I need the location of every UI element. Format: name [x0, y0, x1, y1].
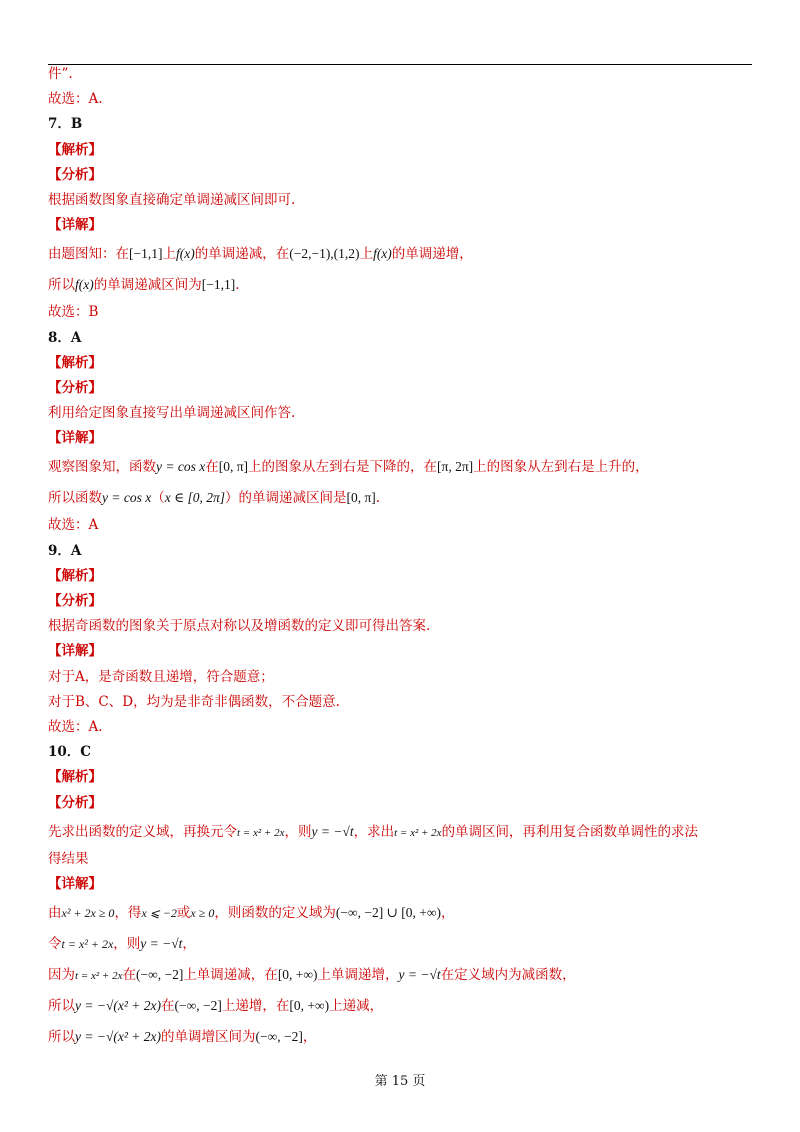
math-expression: [π, 2π] — [437, 459, 474, 475]
text-span: 上单调递增， — [317, 967, 399, 984]
text-span: 所以函数 — [48, 490, 102, 507]
text-line: 件”. — [48, 66, 73, 82]
text-span: ，则函数的定义域为 — [214, 905, 336, 922]
math-expression: y = −√t — [311, 823, 354, 839]
section-tag: 【分析】 — [48, 593, 102, 609]
text-span: 的单调递减，在 — [194, 246, 290, 263]
text-span: ，得 — [114, 905, 142, 922]
text-span: ，求出 — [353, 823, 395, 840]
math-expression: x² + 2x ≥ 0 — [61, 906, 115, 921]
text-span: 的单调增区间为 — [161, 1029, 256, 1046]
math-expression: y = −√(x² + 2x) — [75, 998, 162, 1014]
text-span: 观察图象知，函数 — [48, 459, 156, 476]
text-span: 上递增，在 — [221, 998, 290, 1015]
math-expression: t = x² + 2x — [75, 970, 123, 983]
text-span: 所以 — [48, 1029, 75, 1046]
section-tag: 【解析】 — [48, 769, 102, 786]
text-line: 根据函数图象直接确定单调递减区间即可. — [48, 191, 296, 208]
math-expression: y = −√t — [398, 967, 441, 983]
text-span: 所以 — [48, 277, 75, 294]
math-expression: t = x² + 2x — [61, 937, 114, 952]
math-expression: y = cos x — [156, 459, 206, 475]
text-span: . — [235, 277, 240, 294]
text-line: 利用给定图象直接写出单调递减区间作答. — [48, 405, 296, 422]
text-span: 因为 — [48, 967, 75, 984]
text-line: 故选：A — [48, 517, 99, 534]
text-line — [48, 816, 752, 847]
math-expression: (−∞, −2] — [135, 967, 184, 983]
answer-heading: 9．A — [48, 542, 82, 559]
math-expression: x ⩽ −2 — [141, 906, 177, 921]
math-expression: x ∈ [0, 2π] — [164, 490, 225, 506]
text-span: 上的图象从左到右是上升的， — [473, 459, 649, 476]
text-line: 故选：B — [48, 304, 99, 321]
text-span: ， — [440, 905, 455, 922]
text-line — [48, 482, 752, 513]
section-tag: 【分析】 — [48, 166, 102, 183]
text-span: ， — [182, 936, 196, 953]
math-expression: [0, π] — [218, 459, 249, 475]
text-span: 在 — [122, 967, 136, 984]
text-span: 上的图象从左到右是下降的，在 — [248, 459, 438, 476]
text-span: （ — [151, 490, 165, 507]
text-span: 上单调递减，在 — [183, 967, 278, 984]
text-span: ）的单调递减区间是 — [224, 490, 347, 507]
text-line: 得结果 — [48, 850, 89, 867]
text-span: 的单调区间，再利用复合函数单调性的求法 — [441, 823, 699, 840]
math-expression: [−1,1] — [201, 277, 236, 293]
math-expression: [0, +∞) — [277, 967, 318, 983]
text-line — [48, 959, 752, 990]
math-expression: [−1,1] — [129, 246, 163, 262]
section-tag: 【解析】 — [48, 141, 102, 158]
text-span: 先求出函数的定义域，再换元令 — [48, 823, 237, 840]
page-content — [48, 62, 752, 1052]
text-span: 在 — [205, 459, 219, 476]
answer-heading: 8．A — [48, 329, 82, 346]
text-span: 由题图知：在 — [48, 246, 129, 263]
text-span: ，则 — [284, 823, 312, 840]
text-line: 对于B、C、D，均为是非奇非偶函数，不合题意. — [48, 693, 340, 710]
math-expression: (−∞, −2] — [174, 998, 222, 1014]
math-expression: (−∞, −2] — [255, 1029, 303, 1045]
math-expression: (−∞, −2] ∪ [0, +∞) — [335, 905, 441, 921]
text-line — [48, 897, 752, 928]
text-line: 故选：A. — [48, 718, 103, 735]
text-span: 上递减， — [329, 998, 384, 1015]
text-span: 由 — [48, 905, 62, 922]
text-span: 的单调递增， — [391, 246, 473, 263]
section-tag: 【详解】 — [48, 217, 102, 234]
text-line — [48, 928, 752, 959]
math-expression: [0, π] — [346, 490, 376, 506]
text-line: 根据奇函数的图象关于原点对称以及增函数的定义即可得出答案. — [48, 618, 431, 635]
text-span: 在 — [161, 998, 175, 1015]
text-span: ，则 — [113, 936, 141, 953]
text-line: 对于A，是奇函数且递增，符合题意； — [48, 668, 274, 685]
text-span: 令 — [48, 936, 62, 953]
text-line — [48, 451, 752, 482]
text-span: 上 — [359, 246, 374, 263]
math-expression: f(x) — [175, 246, 195, 262]
text-span: 的单调递减区间为 — [93, 277, 202, 294]
math-expression: f(x) — [373, 246, 392, 262]
section-tag: 【详解】 — [48, 430, 102, 447]
text-line — [48, 1021, 752, 1052]
text-span: 所以 — [48, 998, 75, 1015]
section-tag: 【详解】 — [48, 875, 102, 892]
section-tag: 【分析】 — [48, 794, 102, 811]
section-tag: 【解析】 — [48, 567, 102, 584]
text-line: 故选：A. — [48, 91, 103, 108]
text-span: ， — [302, 1029, 317, 1046]
math-expression: t = x² + 2x — [237, 826, 285, 839]
answer-heading: 10．C — [48, 744, 92, 761]
text-span: 上 — [162, 246, 176, 263]
text-span: 或 — [176, 905, 191, 922]
text-span: . — [375, 490, 381, 507]
section-tag: 【分析】 — [48, 379, 102, 396]
text-line — [48, 269, 752, 300]
text-line — [48, 238, 752, 269]
math-expression: y = −√t — [140, 936, 183, 952]
math-expression: f(x) — [75, 277, 94, 293]
math-expression: y = −√(x² + 2x) — [75, 1029, 162, 1045]
math-expression: [0, +∞) — [289, 998, 330, 1014]
page-number: 第 15 页 — [374, 1074, 426, 1089]
math-expression: (−2,−1),(1,2) — [289, 246, 360, 262]
math-expression: x ≥ 0 — [190, 906, 215, 921]
math-expression: t = x² + 2x — [394, 826, 442, 839]
math-expression: y = cos x — [102, 490, 152, 506]
answer-heading: 7．B — [48, 116, 83, 133]
section-tag: 【解析】 — [48, 354, 102, 371]
text-line — [48, 990, 752, 1021]
text-span: 在定义域内为减函数， — [440, 967, 576, 984]
section-tag: 【详解】 — [48, 643, 102, 660]
